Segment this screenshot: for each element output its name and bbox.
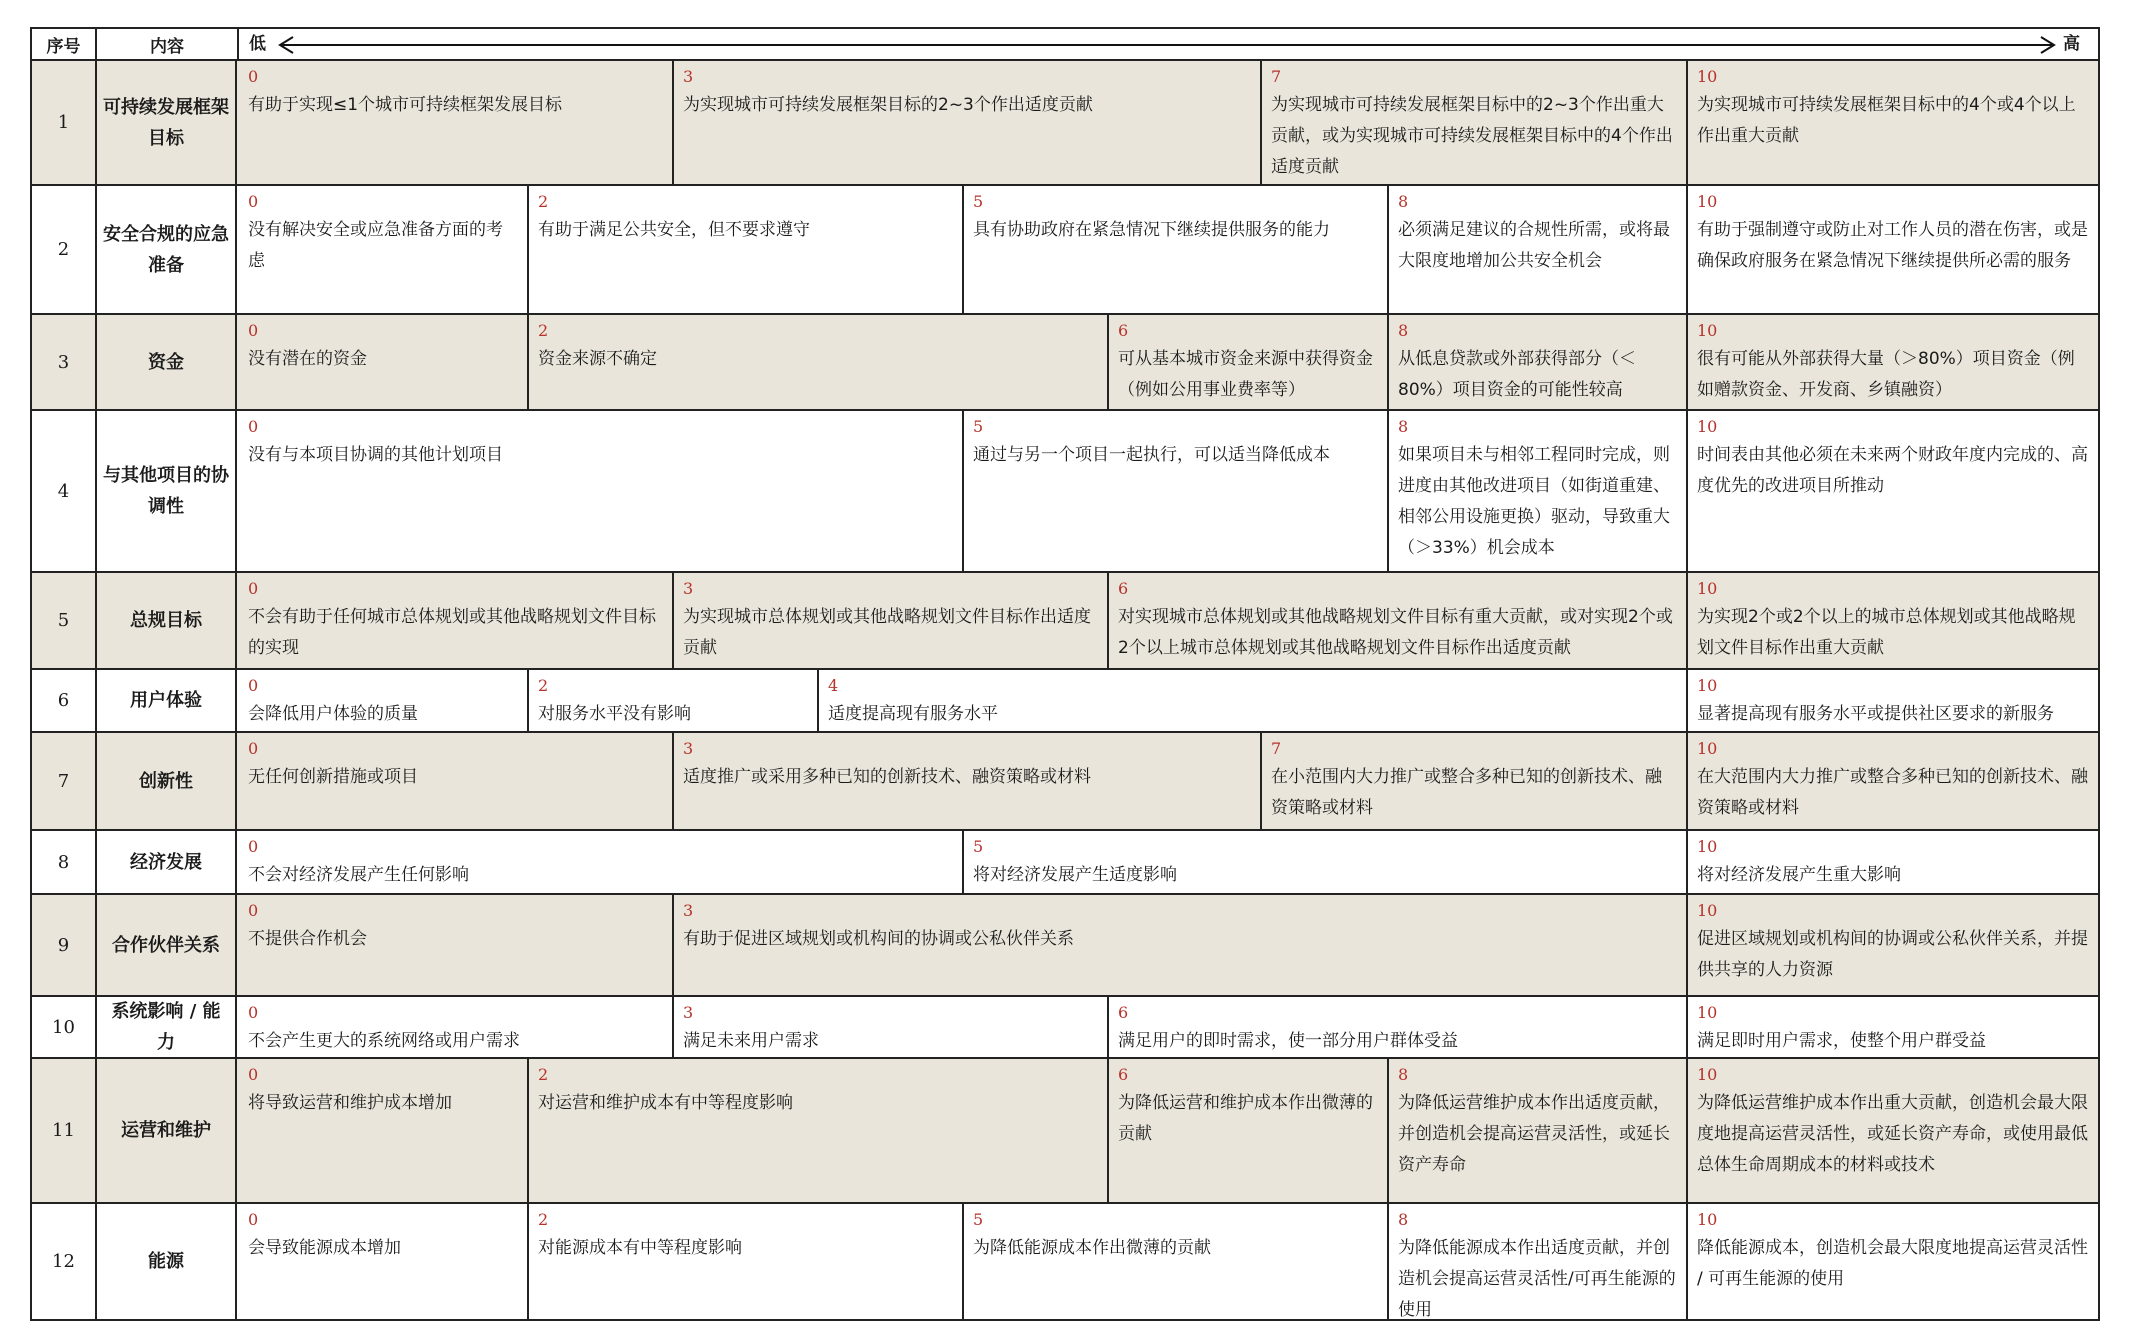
table-header — [32, 29, 2098, 61]
score-cell — [529, 1059, 1109, 1202]
header-topic: 内容 — [97, 29, 239, 59]
table-row — [32, 831, 2098, 895]
score-cell — [674, 733, 1262, 829]
score-cell — [239, 1204, 529, 1319]
score-cell — [239, 573, 674, 668]
score-cell — [1688, 831, 2098, 893]
score-description: 为实现2个或2个以上的城市总体规划或其他战略规划文件目标作出重大贡献 — [1697, 607, 2076, 658]
score-cell — [1262, 61, 1688, 184]
score-description: 满足即时用户需求，使整个用户群受益 — [1697, 1031, 1986, 1051]
score-cell — [529, 315, 1109, 409]
score-description: 会降低用户体验的质量 — [248, 704, 418, 724]
score-cell — [529, 186, 964, 313]
score-value: 7 — [1271, 67, 1282, 86]
score-cell — [1389, 315, 1688, 409]
score-cell — [239, 997, 674, 1057]
score-value: 0 — [248, 67, 259, 86]
score-cell — [964, 186, 1389, 313]
score-description: 对运营和维护成本有中等程度影响 — [538, 1093, 793, 1113]
row-number: 10 — [32, 997, 97, 1057]
score-value: 10 — [1697, 1003, 1718, 1022]
score-description: 为降低运营和维护成本作出微薄的贡献 — [1118, 1093, 1373, 1144]
score-description: 没有解决安全或应急准备方面的考虑 — [248, 220, 503, 271]
score-description: 没有与本项目协调的其他计划项目 — [248, 445, 503, 465]
score-description: 对服务水平没有影响 — [538, 704, 691, 724]
score-description: 有助于满足公共安全，但不要求遵守 — [538, 220, 810, 240]
score-value: 6 — [1118, 1065, 1129, 1084]
table-row — [32, 573, 2098, 670]
score-description: 为降低能源成本作出适度贡献，并创造机会提高运营灵活性/可再生能源的使用 — [1398, 1238, 1676, 1320]
score-cell — [1688, 997, 2098, 1057]
score-value: 10 — [1697, 321, 1718, 340]
score-cell — [1688, 733, 2098, 829]
row-number: 8 — [32, 831, 97, 893]
score-cell — [239, 670, 529, 731]
score-cell — [1688, 411, 2098, 571]
score-description: 有助于强制遵守或防止对工作人员的潜在伤害，或是确保政府服务在紧急情况下继续提供所必需的服务 — [1697, 220, 2088, 271]
score-value: 10 — [1697, 1065, 1718, 1084]
row-number: 1 — [32, 61, 97, 184]
row-topic: 合作伙伴关系 — [97, 895, 237, 995]
score-value: 4 — [828, 676, 839, 695]
score-cell — [239, 895, 674, 995]
score-cell — [1688, 573, 2098, 668]
score-description: 可从基本城市资金来源中获得资金（例如公用事业费率等） — [1118, 349, 1373, 400]
header-low: 低 — [249, 34, 266, 54]
table-row — [32, 411, 2098, 573]
score-cell — [1389, 411, 1688, 571]
score-description: 具有协助政府在紧急情况下继续提供服务的能力 — [973, 220, 1330, 240]
table-row — [32, 670, 2098, 733]
row-topic: 总规目标 — [97, 573, 237, 668]
header-num: 序号 — [32, 29, 97, 59]
table-row — [32, 315, 2098, 411]
row-topic: 安全合规的应急准备 — [97, 186, 237, 313]
table-row — [32, 997, 2098, 1059]
score-value: 0 — [248, 192, 259, 211]
score-cell — [1688, 670, 2098, 731]
score-description: 不会产生更大的系统网络或用户需求 — [248, 1031, 520, 1051]
score-value: 10 — [1697, 417, 1718, 436]
table-row — [32, 1204, 2098, 1319]
score-description: 为实现城市总体规划或其他战略规划文件目标作出适度贡献 — [683, 607, 1091, 658]
row-topic: 系统影响 / 能力 — [97, 997, 237, 1057]
score-description: 为降低运营维护成本作出重大贡献，创造机会最大限度地提高运营灵活性，或延长资产寿命，或使用最低总体生命周期成本的材料或技术 — [1697, 1093, 2088, 1175]
row-number: 12 — [32, 1204, 97, 1319]
score-cell — [239, 186, 529, 313]
score-value: 0 — [248, 739, 259, 758]
score-value: 5 — [973, 192, 984, 211]
score-value: 8 — [1398, 321, 1409, 340]
score-value: 3 — [683, 739, 694, 758]
score-value: 8 — [1398, 1210, 1409, 1229]
score-value: 10 — [1697, 579, 1718, 598]
score-value: 7 — [1271, 739, 1282, 758]
score-value: 10 — [1697, 1210, 1718, 1229]
score-value: 2 — [538, 1065, 549, 1084]
score-value: 0 — [248, 417, 259, 436]
score-description: 无任何创新措施或项目 — [248, 767, 418, 787]
table-row — [32, 186, 2098, 315]
score-value: 0 — [248, 676, 259, 695]
score-description: 适度提高现有服务水平 — [828, 704, 998, 724]
score-cell — [1389, 1204, 1688, 1319]
score-cell — [1688, 186, 2098, 313]
score-description: 将导致运营和维护成本增加 — [248, 1093, 452, 1113]
score-cell — [1688, 315, 2098, 409]
score-value: 3 — [683, 1003, 694, 1022]
score-cell — [674, 573, 1109, 668]
row-number: 4 — [32, 411, 97, 571]
score-value: 6 — [1118, 321, 1129, 340]
score-value: 0 — [248, 579, 259, 598]
row-topic: 资金 — [97, 315, 237, 409]
score-cell — [1688, 1204, 2098, 1319]
score-cell — [529, 1204, 964, 1319]
score-description: 为实现城市可持续发展框架目标的2~3个作出适度贡献 — [683, 95, 1093, 115]
score-description: 不提供合作机会 — [248, 929, 367, 949]
score-cell — [239, 1059, 529, 1202]
table-row — [32, 895, 2098, 997]
score-description: 将对经济发展产生重大影响 — [1697, 865, 1901, 885]
score-description: 为实现城市可持续发展框架目标中的2~3个作出重大贡献，或为实现城市可持续发展框架目标中的4个作出适度贡献 — [1271, 95, 1673, 177]
score-value: 5 — [973, 837, 984, 856]
table-row — [32, 1059, 2098, 1204]
header-high: 高 — [2063, 34, 2080, 54]
score-value: 3 — [683, 579, 694, 598]
score-value: 2 — [538, 192, 549, 211]
score-cell — [1389, 186, 1688, 313]
score-value: 10 — [1697, 67, 1718, 86]
score-value: 0 — [248, 837, 259, 856]
row-number: 3 — [32, 315, 97, 409]
row-topic: 运营和维护 — [97, 1059, 237, 1202]
score-cell — [529, 670, 819, 731]
score-description: 必须满足建议的合规性所需，或将最大限度地增加公共安全机会 — [1398, 220, 1670, 271]
score-cell — [239, 61, 674, 184]
row-number: 9 — [32, 895, 97, 995]
score-cell — [239, 733, 674, 829]
row-topic: 用户体验 — [97, 670, 237, 731]
score-value: 5 — [973, 1210, 984, 1229]
table-row — [32, 733, 2098, 831]
scoring-table — [30, 27, 2100, 1321]
score-cell — [964, 1204, 1389, 1319]
score-description: 没有潜在的资金 — [248, 349, 367, 369]
score-cell — [1389, 1059, 1688, 1202]
score-cell — [964, 831, 1688, 893]
score-value: 2 — [538, 1210, 549, 1229]
row-number: 6 — [32, 670, 97, 731]
score-description: 有助于促进区域规划或机构间的协调或公私伙伴关系 — [683, 929, 1074, 949]
score-cell — [1688, 895, 2098, 995]
row-number: 5 — [32, 573, 97, 668]
score-description: 降低能源成本，创造机会最大限度地提高运营灵活性 / 可再生能源的使用 — [1697, 1238, 2088, 1289]
score-value: 10 — [1697, 739, 1718, 758]
row-topic: 经济发展 — [97, 831, 237, 893]
score-description: 对实现城市总体规划或其他战略规划文件目标有重大贡献，或对实现2个或2个以上城市总体规划或其他战略规划文件目标作出适度贡献 — [1118, 607, 1673, 658]
score-value: 3 — [683, 901, 694, 920]
score-description: 不会对经济发展产生任何影响 — [248, 865, 469, 885]
score-description: 将对经济发展产生适度影响 — [973, 865, 1177, 885]
score-description: 不会有助于任何城市总体规划或其他战略规划文件目标的实现 — [248, 607, 656, 658]
score-description: 满足用户的即时需求，使一部分用户群体受益 — [1118, 1031, 1458, 1051]
score-cell — [1109, 315, 1389, 409]
score-value: 0 — [248, 901, 259, 920]
row-topic: 可持续发展框架目标 — [97, 61, 237, 184]
score-description: 从低息贷款或外部获得部分（＜80%）项目资金的可能性较高 — [1398, 349, 1636, 400]
score-description: 如果项目未与相邻工程同时完成，则进度由其他改进项目（如街道重建、相邻公用设施更换）驱动，导致重大（＞33%）机会成本 — [1398, 445, 1670, 558]
score-cell — [1109, 1059, 1389, 1202]
row-topic: 创新性 — [97, 733, 237, 829]
score-value: 2 — [538, 676, 549, 695]
score-value: 0 — [248, 1210, 259, 1229]
score-description: 很有可能从外部获得大量（＞80%）项目资金（例如赠款资金、开发商、乡镇融资） — [1697, 349, 2075, 400]
score-value: 10 — [1697, 676, 1718, 695]
score-description: 满足未来用户需求 — [683, 1031, 819, 1051]
row-topic: 与其他项目的协调性 — [97, 411, 237, 571]
table-row — [32, 61, 2098, 186]
score-value: 8 — [1398, 192, 1409, 211]
score-value: 0 — [248, 1003, 259, 1022]
score-value: 2 — [538, 321, 549, 340]
score-value: 8 — [1398, 1065, 1409, 1084]
score-description: 为实现城市可持续发展框架目标中的4个或4个以上作出重大贡献 — [1697, 95, 2076, 146]
score-description: 会导致能源成本增加 — [248, 1238, 401, 1258]
score-value: 6 — [1118, 1003, 1129, 1022]
score-description: 为降低运营维护成本作出适度贡献，并创造机会提高运营灵活性，或延长资产寿命 — [1398, 1093, 1670, 1175]
score-description: 时间表由其他必须在未来两个财政年度内完成的、高度优先的改进项目所推动 — [1697, 445, 2088, 496]
score-cell — [964, 411, 1389, 571]
score-description: 在小范围内大力推广或整合多种已知的创新技术、融资策略或材料 — [1271, 767, 1662, 818]
row-topic: 能源 — [97, 1204, 237, 1319]
score-value: 6 — [1118, 579, 1129, 598]
score-cell — [1109, 573, 1688, 668]
score-cell — [1109, 997, 1688, 1057]
score-value: 0 — [248, 321, 259, 340]
score-description: 对能源成本有中等程度影响 — [538, 1238, 742, 1258]
score-cell — [674, 61, 1262, 184]
score-description: 为降低能源成本作出微薄的贡献 — [973, 1238, 1211, 1258]
row-number: 11 — [32, 1059, 97, 1202]
score-description: 促进区域规划或机构间的协调或公私伙伴关系，并提供共享的人力资源 — [1697, 929, 2088, 980]
score-cell — [1688, 61, 2098, 184]
score-description: 资金来源不确定 — [538, 349, 657, 369]
score-description: 适度推广或采用多种已知的创新技术、融资策略或材料 — [683, 767, 1091, 787]
row-number: 7 — [32, 733, 97, 829]
score-value: 0 — [248, 1065, 259, 1084]
score-cell — [239, 831, 964, 893]
score-value: 10 — [1697, 901, 1718, 920]
score-description: 显著提高现有服务水平或提供社区要求的新服务 — [1697, 704, 2054, 724]
score-cell — [1688, 1059, 2098, 1202]
score-cell — [1262, 733, 1688, 829]
score-description: 有助于实现≤1个城市可持续框架发展目标 — [248, 95, 563, 115]
score-cell — [674, 997, 1109, 1057]
score-description: 在大范围内大力推广或整合多种已知的创新技术、融资策略或材料 — [1697, 767, 2088, 818]
score-cell — [239, 411, 964, 571]
score-value: 8 — [1398, 417, 1409, 436]
row-number: 2 — [32, 186, 97, 313]
low-to-high-arrow-icon — [277, 34, 2057, 56]
score-value: 5 — [973, 417, 984, 436]
score-value: 3 — [683, 67, 694, 86]
score-cell — [819, 670, 1688, 731]
score-cell — [239, 315, 529, 409]
score-value: 10 — [1697, 837, 1718, 856]
score-cell — [674, 895, 1688, 995]
score-description: 通过与另一个项目一起执行，可以适当降低成本 — [973, 445, 1330, 465]
score-value: 10 — [1697, 192, 1718, 211]
